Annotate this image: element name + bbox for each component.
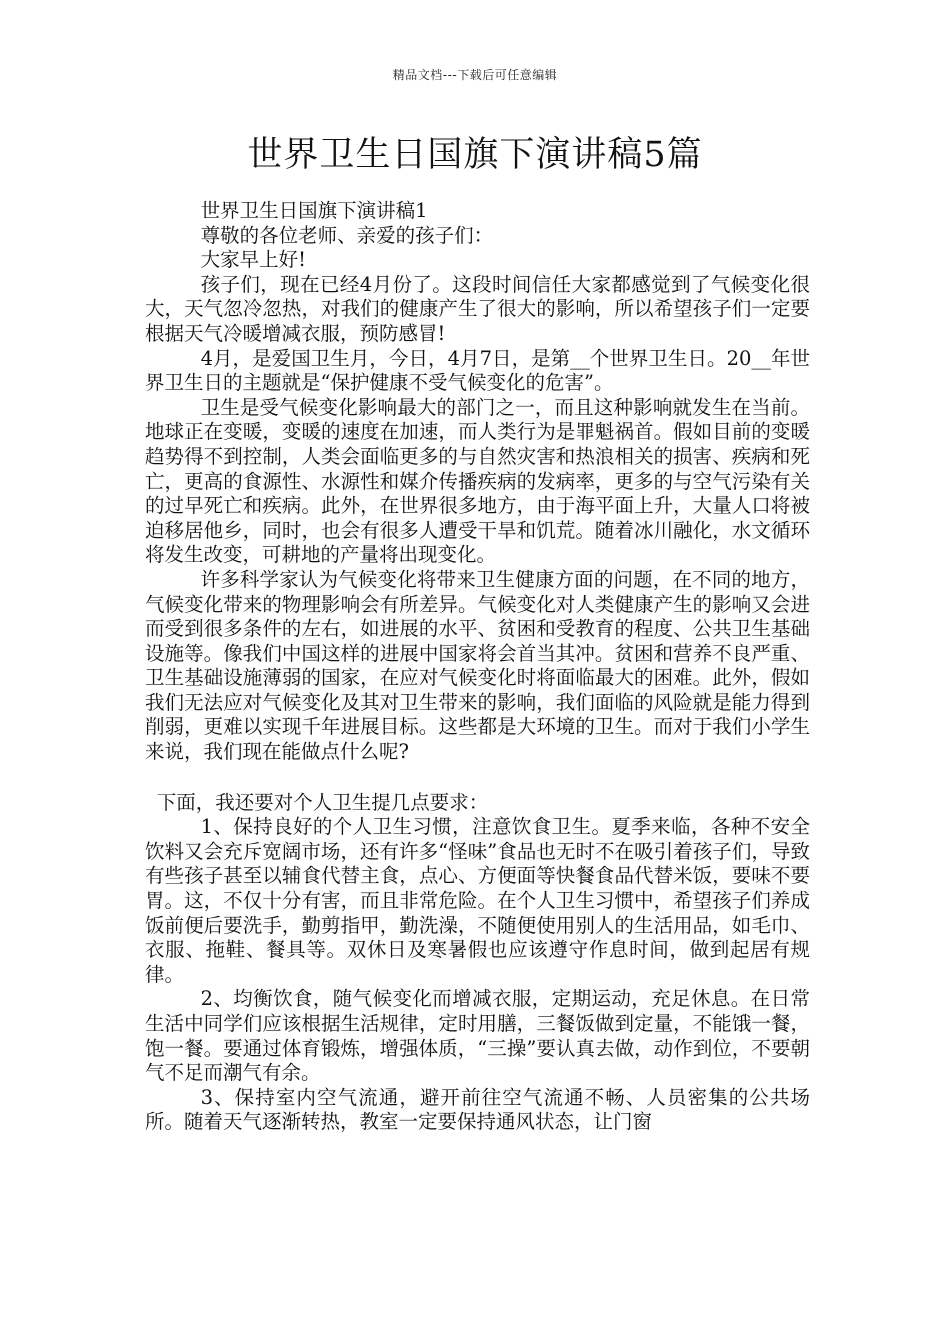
salutation: 尊敬的各位老师、亲爱的孩子们：: [200, 223, 494, 247]
paragraph-climate-impact: 卫生是受气候变化影响最大的部门之一，而且这种影响就发生在当前。地球正在变暖，变暖的速度在加速，而人类行为是罪魁祸首。假如目前的变暖趋势得不到控制，人类会面临更多的与自然灾害和热浪相关的损害、疾病和死亡，更高的食源性、水源性和媒介传播疾病的发病率，更多的与空气污染有关的过早死亡和疾病。此外，在世界很多地方，由于海平面上升，大量人口将被迫移居他乡，同时，也会有很多人遭受干旱和饥荒。随着冰川融化，水文循环将发生改变，可耕地的产量将出现变化。: [145, 395, 810, 567]
paragraph-requirement-3: 3、保持室内空气流通，避开前往空气流通不畅、人员密集的公共场所。随着天气逐渐转热，教室一定要保持通风状态，让门窗: [145, 1085, 810, 1134]
paragraph-scientists: 许多科学家认为气候变化将带来卫生健康方面的问题，在不同的地方，气候变化带来的物理影响会有所差异。气候变化对人类健康产生的影响又会进而受到很多条件的左右，如进展的水平、贫困和受教育的程度、公共卫生基础设施等。像我们中国这样的进展中国家将会首当其冲。贫困和营养不良严重、卫生基础设施薄弱的国家，在应对气候变化时将面临最大的困难。此外，假如我们无法应对气候变化及其对卫生带来的影响，我们面临的风险就是能力得到削弱，更难以实现千年进展目标。这些都是大环境的卫生。而对于我们小学生来说，我们现在能做点什么呢?: [145, 567, 810, 764]
paragraph-health-day: 4月，是爱国卫生月，今日，4月7日，是第__个世界卫生日。20__年世界卫生日的主题就是“保护健康不受气候变化的危害”。: [145, 346, 810, 395]
paragraph-requirement-1: 1、保持良好的个人卫生习惯，注意饮食卫生。夏季来临，各种不安全饮料又会充斥宽阔市场，还有许多“怪味”食品也无时不在吸引着孩子们，导致有些孩子甚至以辅食代替主食，点心、方便面等快餐食品代替米饭，要味不要胃。这，不仅十分有害，而且非常危险。在个人卫生习惯中，希望孩子们养成饭前便后要洗手，勤剪指甲，勤洗澡，不随便使用别人的生活用品，如毛巾、衣服、拖鞋、餐具等。双休日及寒暑假也应该遵守作息时间，做到起居有规律。: [145, 815, 810, 986]
paragraph-requirements-intro: 下面，我还要对个人卫生提几点要求：: [156, 790, 489, 814]
paragraph-weather: 孩子们，现在已经4月份了。这段时间信任大家都感觉到了气候变化很大，天气忽冷忽热，对我们的健康产生了很大的影响，所以希望孩子们一定要根据天气冷暖增减衣服，预防感冒!: [145, 272, 810, 345]
paragraph-gap: [145, 765, 810, 791]
paragraph-requirement-2: 2、均衡饮食，随气候变化而增减衣服，定期运动，充足休息。在日常生活中同学们应该根据生活规律，定时用膳，三餐饭做到定量，不能饿一餐，饱一餐。要通过体育锻炼，增强体质，“三操”要认真去做，动作到位，不要朝气不足而潮气有余。: [145, 987, 810, 1085]
greeting: 大家早上好!: [200, 248, 306, 272]
speech-subtitle: 世界卫生日国旗下演讲稿1: [200, 199, 428, 222]
page-header-note: 精品文档---下载后可任意编辑: [392, 68, 558, 82]
document-body: [145, 199, 810, 1135]
document-title: 世界卫生日国旗下演讲稿5篇: [247, 135, 703, 175]
